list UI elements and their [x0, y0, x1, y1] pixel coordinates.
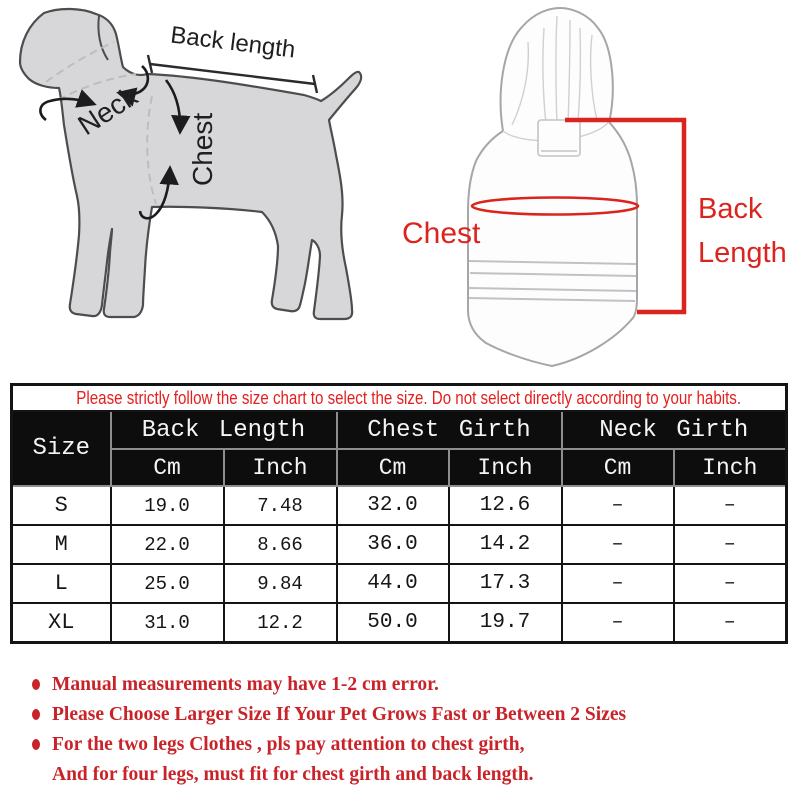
cell-size: M	[12, 525, 111, 564]
cell-chest-cm: 32.0	[337, 486, 449, 525]
table-header-units	[12, 449, 787, 486]
cell-chest-inch: 19.7	[449, 603, 562, 643]
table-notice-cell	[12, 385, 787, 412]
coat-back-label-line2: Length	[698, 237, 787, 269]
table-row	[12, 486, 787, 525]
cell-size: L	[12, 564, 111, 603]
header-size: Size	[12, 411, 111, 486]
cell-chest-inch: 17.3	[449, 564, 562, 603]
cell-back-cm: 19.0	[111, 486, 224, 525]
notes-section	[30, 674, 790, 785]
cell-neck-cm: –	[562, 486, 674, 525]
raincoat-outline	[468, 8, 637, 366]
cell-neck-cm: –	[562, 525, 674, 564]
table-notice-text: Please strictly follow the size chart to select the size. Do not select directly according to your habits.	[76, 387, 742, 408]
cell-neck-inch: –	[674, 603, 787, 643]
coat-back-label-line1: Back	[698, 193, 763, 225]
cell-chest-cm: 36.0	[337, 525, 449, 564]
size-table	[10, 383, 788, 644]
cell-back-inch: 7.48	[224, 486, 337, 525]
cell-chest-cm: 44.0	[337, 564, 449, 603]
note-text: Please Choose Larger Size If Your Pet Grows Fast or Between 2 Sizes	[52, 704, 627, 725]
header-neck-cm: Cm	[562, 449, 674, 486]
cell-neck-inch: –	[674, 486, 787, 525]
header-chest-girth: Chest Girth	[337, 411, 562, 449]
cell-chest-inch: 12.6	[449, 486, 562, 525]
cell-neck-inch: –	[674, 525, 787, 564]
header-back-length: Back Length	[111, 411, 337, 449]
bullet-icon	[32, 739, 40, 750]
cell-size: S	[12, 486, 111, 525]
dog-measurement-diagram	[0, 0, 400, 380]
cell-back-cm: 31.0	[111, 603, 224, 643]
cell-back-cm: 22.0	[111, 525, 224, 564]
table-row	[12, 603, 787, 643]
table-row	[12, 525, 787, 564]
note-item	[30, 704, 790, 725]
back-length-label: Back length	[169, 21, 297, 64]
note-item	[30, 674, 790, 695]
bullet-icon	[32, 709, 40, 720]
note-continuation: And for four legs, must fit for chest girth and back length.	[52, 764, 534, 785]
cell-chest-inch: 14.2	[449, 525, 562, 564]
table-header-groups	[12, 411, 787, 449]
chest-label: Chest	[187, 112, 218, 186]
coat-chest-label: Chest	[402, 217, 481, 250]
neck-label: Neck	[72, 80, 143, 142]
cell-back-inch: 12.2	[224, 603, 337, 643]
header-back-inch: Inch	[224, 449, 337, 486]
bullet-icon	[32, 679, 40, 690]
cell-neck-cm: –	[562, 564, 674, 603]
table-row	[12, 564, 787, 603]
table-notice-row	[12, 385, 787, 412]
cell-neck-cm: –	[562, 603, 674, 643]
cell-size: XL	[12, 603, 111, 643]
note-text: For the two legs Clothes , pls pay attention to chest girth,	[52, 734, 525, 755]
cell-back-cm: 25.0	[111, 564, 224, 603]
note-item	[30, 734, 790, 755]
size-table-section	[10, 383, 788, 644]
cell-chest-cm: 50.0	[337, 603, 449, 643]
cell-back-inch: 8.66	[224, 525, 337, 564]
raincoat-diagram	[400, 0, 800, 380]
header-chest-cm: Cm	[337, 449, 449, 486]
cell-neck-inch: –	[674, 564, 787, 603]
header-neck-inch: Inch	[674, 449, 787, 486]
header-neck-girth: Neck Girth	[562, 411, 787, 449]
header-chest-inch: Inch	[449, 449, 562, 486]
cell-back-inch: 9.84	[224, 564, 337, 603]
note-text: Manual measurements may have 1-2 cm error.	[52, 674, 439, 695]
header-back-cm: Cm	[111, 449, 224, 486]
